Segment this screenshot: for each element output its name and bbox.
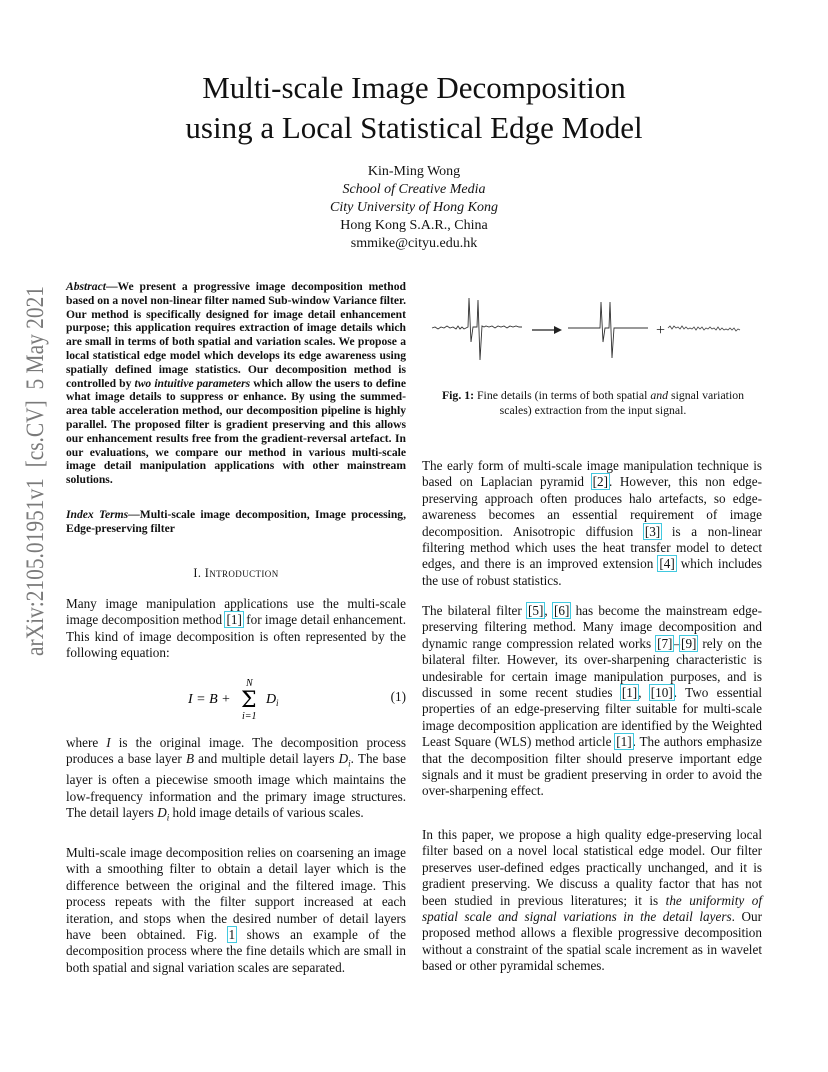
eq-sum-bottom: i=1 (242, 711, 257, 722)
text: is a non-linear filtering method which uses the heat transfer model to detect edges, and there is an improved extension (422, 523, 762, 572)
citation-link[interactable]: [4] (659, 556, 675, 572)
input-signal (432, 298, 522, 360)
text: . The authors emphasize that the decomposition filter should preserve important edge signals and it must be gradient preserving in order to avoid the over-sharpening effect. (422, 734, 762, 799)
section-numeral: I. (193, 566, 205, 580)
citation-link[interactable]: [1] (616, 734, 632, 750)
citation-link[interactable]: [2] (592, 474, 608, 490)
arrow-head-icon (554, 326, 562, 334)
eq-sum-top: N (246, 678, 253, 689)
arxiv-stamp[interactable] (13, 215, 53, 656)
detail-signal (668, 326, 740, 331)
text: . The base layer is often a piecewise smooth image which maintains the low-frequency information and the primary image structures. The detail layers (66, 751, 407, 821)
equation-1 (66, 676, 406, 722)
text: rely on the bilateral filter. However, its over-sharpening characteristic is undesirable for certain image manipulation purposes, and is discussed in some recent studies (422, 635, 762, 701)
eq-term: D (266, 692, 277, 707)
affiliation-university: City University of Hong Kong (330, 200, 498, 215)
math-symbol: D (338, 751, 349, 767)
text: . Two essential properties of an edge-preserving filter suitable for multi-scale image decomposition application are identified by the Weighted Least Square (WLS) method article (422, 685, 762, 750)
title-line-2: using a Local Statistical Edge Model (185, 110, 643, 145)
index-terms (66, 508, 406, 536)
text: has become the mainstream edge-preserving filtering method. Many image decomposition and dynamic range compression related works (422, 603, 762, 651)
affiliation-school: School of Creative Media (342, 182, 486, 197)
text: Multi-scale image decomposition relies on coarsening an image with a smoothing filter to obtain a detail layer which is the difference between the original and the filtered image. This process repeats with the filter support increased at each iteration, and stops when the desired number of detail layers have been obtained. Fig. (66, 845, 406, 943)
intro-paragraph-1 (66, 596, 406, 662)
citation-link[interactable]: [5] (528, 603, 544, 618)
section-title: Introduction (204, 566, 279, 580)
text: . Our proposed method allows a flexible progressive decomposition without a constraint of the spatial scale increment as in wavelet based or other pyramidal schemes. (422, 909, 762, 974)
figure-1 (430, 290, 760, 350)
section-heading-introduction (66, 566, 406, 581)
text: , (638, 685, 650, 701)
text: shows an example of the decomposition process where the fine details which are small in both spatial and signal variation scales are separated. (66, 927, 406, 975)
figure-link[interactable]: 1 (228, 927, 236, 943)
intro-paragraph-2 (66, 735, 406, 826)
text: which includes the use of robust statistics. (422, 556, 762, 588)
eq-sub: i (276, 698, 279, 708)
intro-paragraph-3 (66, 845, 406, 976)
text: and multiple detail layers (194, 751, 339, 767)
text: , (544, 603, 553, 618)
math-symbol: I (106, 735, 111, 750)
text: signal variation scales) extraction from the input signal. (499, 388, 745, 417)
index-terms-label: Index Terms (66, 508, 129, 521)
math-subscript: i (348, 759, 351, 770)
figure-1-caption (428, 388, 758, 417)
paper-title (0, 68, 828, 148)
text: In this paper, we propose a high quality edge-preserving local filter based on a novel local statistical edge model. Our filter preserves user-defined edges practically unchanged, and it is gradient preserving. We discuss a quality factor that has not been studied in previous literatures; it is (422, 827, 762, 908)
base-signal (568, 302, 648, 358)
abstract-text-b: which allow the users to define what image details to suppress or enhance. By using the summed-area table acceleration method, our decomposition pipeline is highly parallel. The proposed filter is gradient preserving and this allows our enhancement results free from the gradient-reversal artefact. In our evaluations, we compare our method in various multi-scale image detail manipulation applications with other mainstream solutions. (66, 376, 406, 487)
abstract-label: Abstract (66, 280, 106, 293)
text: . However, this non edge-preserving approach often produces halo artefacts, so edge-awareness becomes an essential requirement of image decomposition. Anisotropic diffusion (422, 474, 762, 539)
intro-paragraph-6 (422, 827, 762, 975)
text: – (673, 635, 681, 651)
abstract-text-a: —We present a progressive image decomposition method based on a novel non-linear filter named Sub-window Variance filter. Our method is specifically designed for image detail enhancement purpose; this application requires extraction of image details which are small in terms of both spatial and variation scales. We propose a local statistical edge model which develops its edge awareness using spatially defined image statistics. Our decomposition method is controlled by (66, 280, 406, 390)
intro-paragraph-4 (422, 458, 762, 589)
citation-link[interactable]: [1] (226, 612, 242, 628)
text: Fine details (in terms of both spatial (474, 388, 651, 402)
intro-paragraph-5 (422, 603, 762, 800)
citation-link[interactable]: [9] (681, 635, 697, 651)
text: The early form of multi-scale image manipulation technique is based on Laplacian pyramid (422, 458, 762, 490)
author-block (0, 163, 828, 253)
citation-link[interactable]: [3] (644, 523, 661, 539)
sum-icon: Σ (241, 688, 257, 713)
abstract-text-italic: two intuitive parameters (134, 376, 251, 390)
figure-label: Fig. 1: (441, 388, 475, 402)
text: and (650, 388, 669, 402)
citation-link[interactable]: [1] (621, 685, 638, 701)
math-subscript: i (166, 812, 170, 823)
citation-link[interactable]: [7] (657, 635, 673, 651)
plus-sign: + (656, 322, 666, 339)
math-symbol: D (157, 805, 167, 821)
arxiv-stamp-text: arXiv:2105.01951v1 [cs.CV] 5 May 2021 (20, 215, 49, 656)
text: for image detail enhancement. This kind of image decomposition is often represented by the following equation: (66, 612, 406, 661)
author-location: Hong Kong S.A.R., China (340, 218, 488, 233)
text: is the original image. The decomposition process produces a base layer (66, 735, 406, 767)
equation-number: (1) (390, 689, 406, 704)
author-name: Kin-Ming Wong (367, 164, 461, 179)
text: Many image manipulation applications use the multi-scale image decomposition method (66, 596, 406, 628)
text: hold image details of various scales. (169, 805, 364, 821)
citation-link[interactable]: [10] (650, 685, 673, 701)
text: The bilateral filter (422, 603, 528, 618)
index-terms-text: —Multi-scale image decomposition, Image processing, Edge-preserving filter (66, 508, 406, 535)
text: the uniformity of spatial scale and signal variations in the detail layers (422, 892, 762, 925)
math-symbol: B (185, 751, 194, 767)
citation-link[interactable]: [6] (553, 603, 570, 618)
abstract (66, 280, 406, 487)
title-line-1: Multi-scale Image Decomposition (202, 70, 626, 105)
text: where (66, 735, 107, 750)
eq-lhs: I = B + (188, 692, 231, 707)
author-email[interactable]: smmike@cityu.edu.hk (350, 236, 478, 251)
